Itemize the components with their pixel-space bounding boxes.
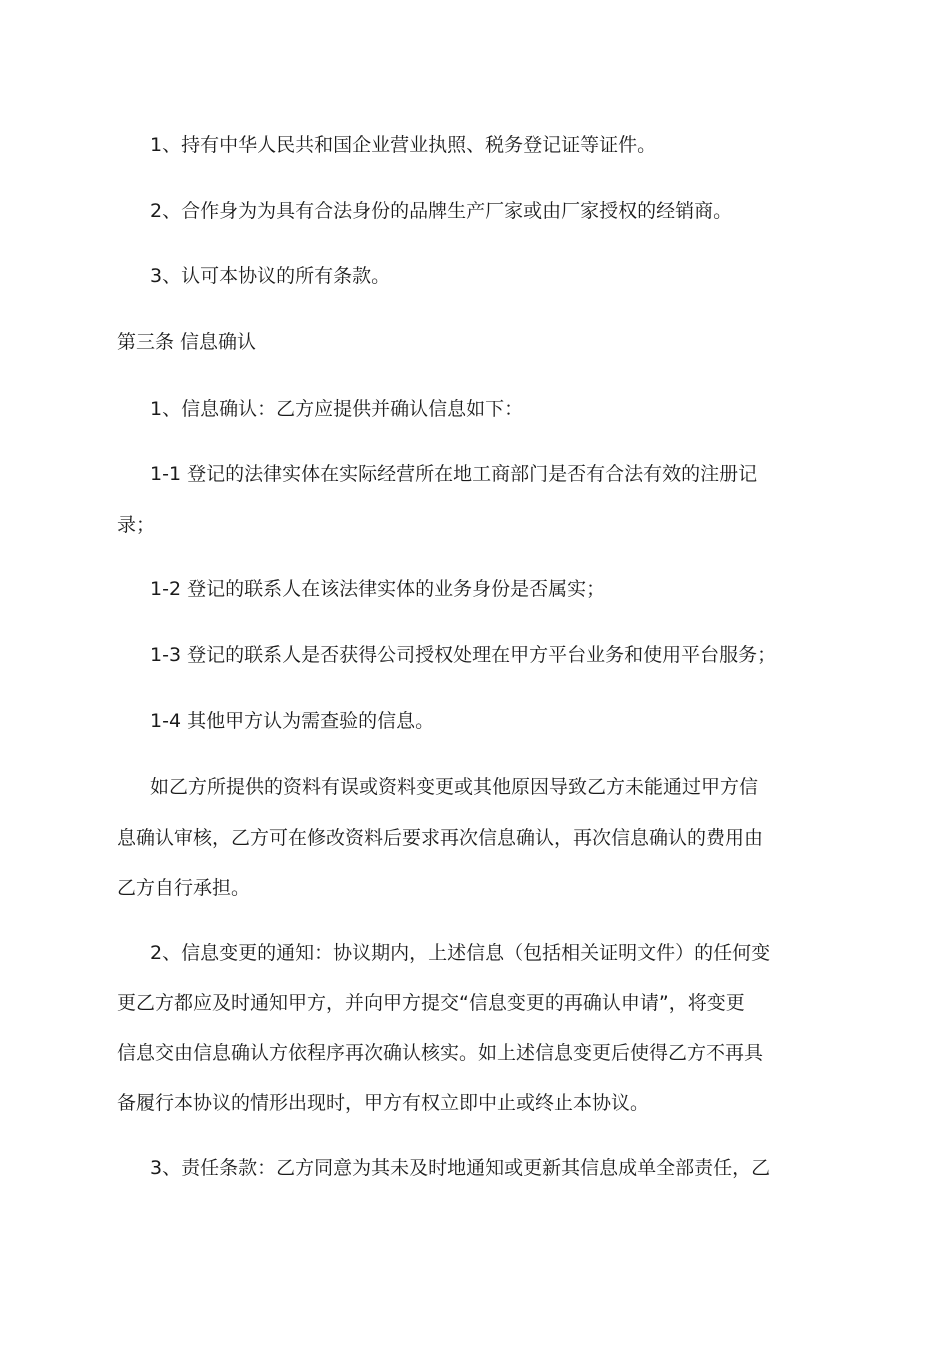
- subclause-1-3: 1-3 登记的联系人是否获得公司授权处理在甲方平台业务和使用平台服务；: [150, 644, 777, 666]
- item-accept-terms: 3、认可本协议的所有条款。: [150, 265, 391, 287]
- paragraph-line: 备履行本协议的情形出现时，甲方有权立即中止或终止本协议。: [117, 1092, 650, 1114]
- paragraph-line: 更乙方都应及时通知甲方，并向甲方提交“信息变更的再确认申请”，将变更: [117, 992, 745, 1014]
- section-heading: 第三条 信息确认: [117, 331, 257, 353]
- paragraph-line: 信息交由信息确认方依程序再次确认核实。如上述信息变更后使得乙方不再具: [117, 1042, 764, 1064]
- paragraph-line: 息确认审核，乙方可在修改资料后要求再次信息确认，再次信息确认的费用由: [117, 827, 764, 849]
- clause-liability: 3、责任条款：乙方同意为其未及时地通知或更新其信息成单全部责任，乙: [150, 1157, 771, 1179]
- paragraph-line: 乙方自行承担。: [117, 877, 251, 899]
- paragraph-line: 如乙方所提供的资料有误或资料变更或其他原因导致乙方未能通过甲方信: [150, 776, 759, 798]
- subclause-1-1-cont: 录；: [117, 514, 156, 536]
- subclause-1-1: 1-1 登记的法律实体在实际经营所在地工商部门是否有合法有效的注册记: [150, 463, 758, 485]
- subclause-1-2: 1-2 登记的联系人在该法律实体的业务身份是否属实；: [150, 578, 606, 600]
- subclause-1-4: 1-4 其他甲方认为需查验的信息。: [150, 710, 435, 732]
- clause-info-change: 2、信息变更的通知：协议期内，上述信息（包括相关证明文件）的任何变: [150, 942, 771, 964]
- item-business-license: 1、持有中华人民共和国企业营业执照、税务登记证等证件。: [150, 134, 657, 156]
- clause-info-confirm: 1、信息确认：乙方应提供并确认信息如下：: [150, 398, 524, 420]
- item-brand-identity: 2、合作身为为具有合法身份的品牌生产厂家或由厂家授权的经销商。: [150, 200, 733, 222]
